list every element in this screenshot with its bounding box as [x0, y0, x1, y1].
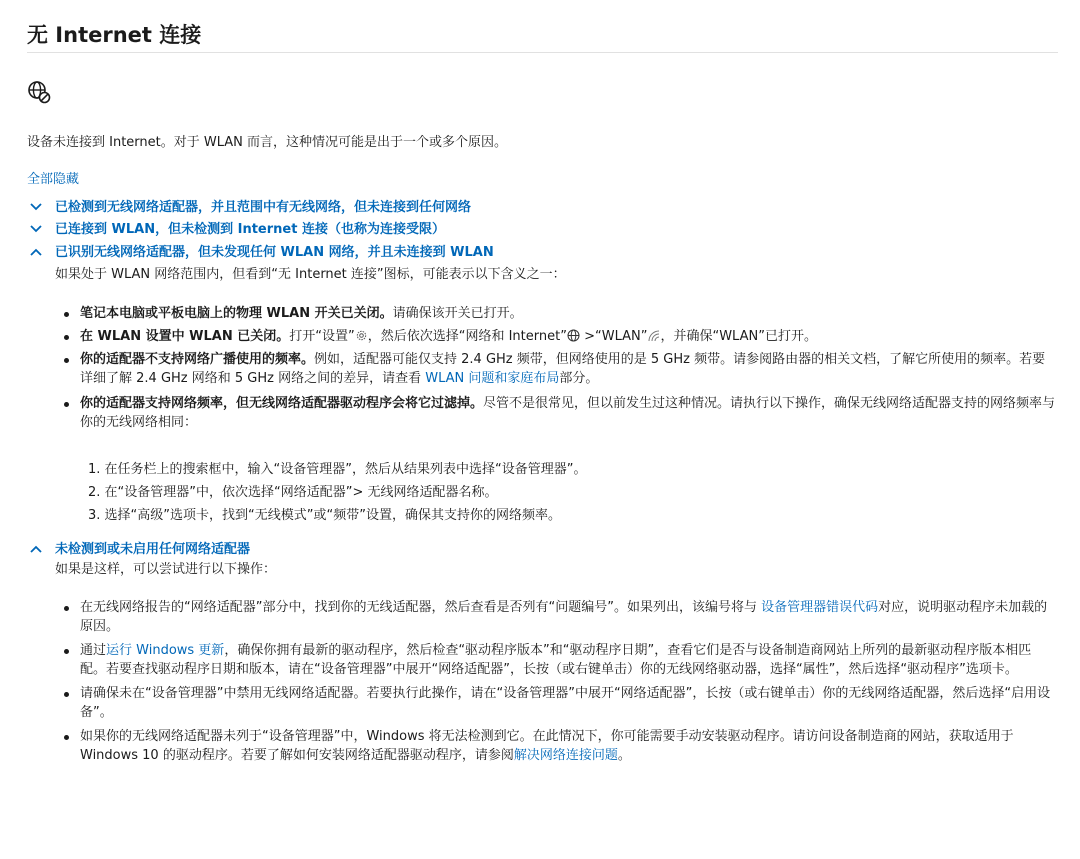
cause-list [55, 304, 1056, 432]
section-lead: 如果处于 WLAN 网络范围内，但看到“无 Internet 连接”图标，可能表示以下含义之一： [55, 267, 566, 282]
accordion-body-no-adapter [27, 561, 1056, 765]
globe-icon [567, 329, 580, 342]
wifi-icon [647, 329, 660, 342]
item-text: ，并确保“WLAN”已打开。 [660, 329, 817, 344]
steps-list [55, 460, 1056, 525]
accordion-header-adapter-detected[interactable] [27, 198, 1056, 218]
accordion-title: 未检测到或未启用任何网络适配器 [55, 542, 251, 557]
item-text: 请确保该开关已打开。 [392, 306, 523, 321]
item-text: 请确保未在“设备管理器”中禁用无线网络适配器。若要执行此操作，请在“设备管理器”中展开“网络适配器”，长按（或右键单击）你的无线网络适配器，然后选择“启用设备”。 [80, 686, 1051, 720]
step-item: 1. 在任务栏上的搜索框中，输入“设备管理器”，然后从结果列表中选择“设备管理器”。 [88, 462, 587, 477]
bold-lead: 你的适配器支持网络频率，但无线网络适配器驱动程序会将它过滤掉。 [80, 396, 484, 411]
chevron-down-icon [30, 222, 42, 236]
accordion-header-no-wlan-found[interactable] [27, 243, 1056, 263]
item-text: 部分。 [559, 371, 599, 386]
bold-lead: 笔记本电脑或平板电脑上的物理 WLAN 开关已关闭。 [80, 306, 393, 321]
gear-icon [355, 329, 368, 342]
item-text: 。 [617, 748, 631, 763]
accordion-title: 已连接到 WLAN，但未检测到 Internet 连接（也称为连接受限） [55, 222, 445, 237]
accordion-title: 已识别无线网络适配器，但未发现任何 WLAN 网络，并且未连接到 WLAN [55, 245, 494, 260]
accordion-header-limited-connectivity[interactable] [27, 220, 1056, 240]
bold-lead: 在 WLAN 设置中 WLAN 已关闭。 [80, 329, 290, 344]
section-lead: 如果是这样，可以尝试进行以下操作： [55, 562, 277, 577]
hide-all-link[interactable]: 全部隐藏 [27, 172, 80, 187]
wlan-layout-link[interactable]: WLAN 问题和家庭布局 [425, 371, 560, 386]
list-item [55, 641, 1056, 679]
item-text: 如果你的无线网络适配器未列于“设备管理器”中，Windows 将无法检测到它。在此情况下，你可能需要手动安装驱动程序。请访问设备制造商的网站，获取适用于 Windows 10 的驱动程序。若要了解如何安装网络适配器驱动程序，请参阅 [80, 729, 1014, 763]
chevron-down-icon [30, 200, 42, 214]
action-list [55, 598, 1056, 765]
page-title: 无 Internet 连接 [27, 0, 1058, 53]
item-text: 例如，适配器可能仅支持 2.4 GHz 频带，但网络使用的是 5 GHz 频带。请参阅路由器的相关文档，了解它所使用的频率。若要详细了解 2.4 GHz 网络和 5 GHz 网络之间的差异，请查看 [80, 352, 1046, 386]
accordion-body-no-wlan-found [27, 266, 1056, 525]
no-internet-globe-icon [27, 80, 51, 104]
list-item [55, 327, 1056, 346]
intro-text: 设备未连接到 Internet。对于 WLAN 而言，这种情况可能是出于一个或多个原因。 [27, 135, 508, 150]
accordion-title: 已检测到无线网络适配器，并且范围中有无线网络，但未连接到任何网络 [55, 200, 472, 215]
windows-update-link[interactable]: 运行 Windows 更新 [106, 643, 225, 658]
bold-lead: 你的适配器不支持网络广播使用的频率。 [80, 352, 315, 367]
step-item: 3. 选择“高级”选项卡，找到“无线模式”或“频带”设置，确保其支持你的网络频率。 [88, 508, 561, 523]
accordion-header-no-adapter[interactable] [27, 540, 1056, 560]
chevron-up-icon [30, 245, 42, 259]
item-text: 通过 [80, 643, 107, 658]
item-text: >“WLAN” [579, 329, 648, 344]
list-item [55, 684, 1056, 722]
item-text: 对应，说明驱动程序未加载的原因。 [80, 600, 1048, 634]
fix-network-connection-link[interactable]: 解决网络连接问题 [513, 748, 618, 763]
list-item [55, 394, 1056, 432]
item-text: 尽管不是很常见，但以前发生过这种情况。请执行以下操作，确保无线网络适配器支持的网络频率与你的无线网络相同： [80, 396, 1056, 430]
list-item [55, 598, 1056, 636]
chevron-up-icon [30, 542, 42, 556]
list-item [55, 304, 1056, 323]
list-item [55, 727, 1056, 765]
step-item: 2. 在“设备管理器”中，依次选择“网络适配器”> 无线网络适配器名称。 [88, 485, 498, 500]
item-text: ，然后依次选择“网络和 Internet” [367, 329, 567, 344]
item-text: ，确保你拥有最新的驱动程序，然后检查“驱动程序版本”和“驱动程序日期”，查看它们是否与设备制造商网站上所列的最新驱动程序版本相匹配。若要查找驱动程序日期和版本，请在“设备管理器”中展开“网络适配器”，长按（或右键单击）你的无线网络驱动器，选择“属性”，然后选择“驱动程序”选项卡。 [80, 643, 1032, 677]
item-text: 在无线网络报告的“网络适配器”部分中，找到你的无线适配器，然后查看是否列有“问题编号”。如果列出，该编号将与 [80, 600, 762, 615]
device-manager-error-codes-link[interactable]: 设备管理器错误代码 [761, 600, 879, 615]
item-text: 打开“设置” [289, 329, 355, 344]
list-item [55, 350, 1056, 388]
